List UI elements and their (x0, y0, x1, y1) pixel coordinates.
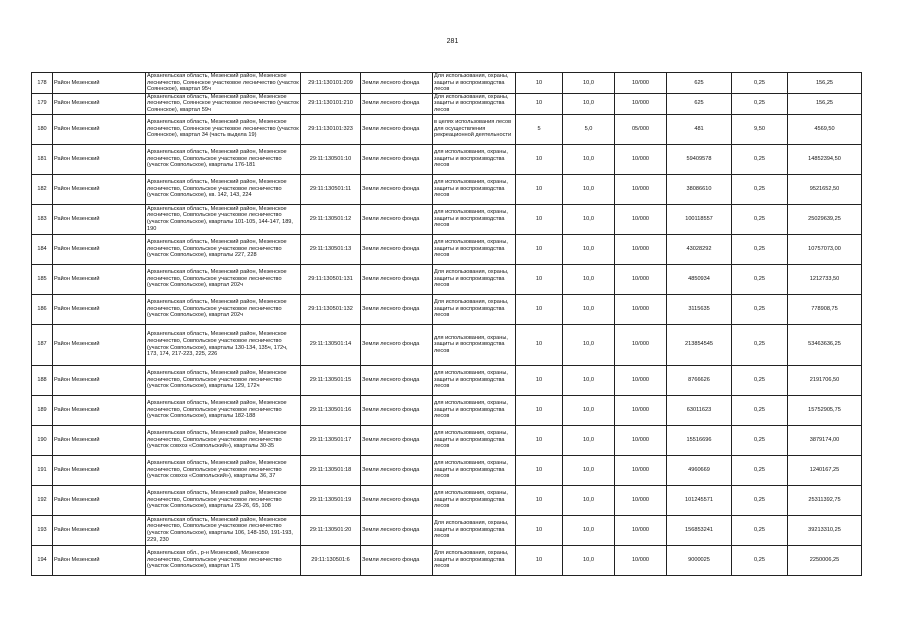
value-cell: 10/000 (615, 365, 667, 395)
area-cell: 100118557 (667, 204, 732, 234)
row-number: 191 (32, 455, 53, 485)
district-cell: Район Мезенский (53, 144, 146, 174)
land-category-cell: Земли лесного фонда (361, 93, 433, 114)
sum-cell: 10757073,00 (788, 234, 862, 264)
rate-cell: 0,25 (732, 395, 788, 425)
value-cell: 10,0 (563, 144, 615, 174)
cadastral-number-cell: 29:11:130501:13 (301, 234, 361, 264)
value-cell: 10,0 (563, 264, 615, 294)
table-row (32, 395, 862, 425)
permitted-use-cell: Для использования, охраны, защиты и воспроизводства лесов (433, 264, 516, 294)
rate-cell: 0,25 (732, 365, 788, 395)
table-row (32, 204, 862, 234)
table-row (32, 485, 862, 515)
value-cell: 10,0 (563, 234, 615, 264)
table-row (32, 93, 862, 114)
sum-cell: 53463636,25 (788, 324, 862, 365)
sum-cell: 3879174,00 (788, 425, 862, 455)
value-cell: 10/000 (615, 174, 667, 204)
district-cell: Район Мезенский (53, 485, 146, 515)
rate-cell: 0,25 (732, 234, 788, 264)
address-cell: Архангельская область, Мезенский район, Мезенское лесничество, Совпольское участковое лесничество (участок Совпольское), кв. 142, 143, 224 (146, 174, 301, 204)
sum-cell: 156,25 (788, 73, 862, 94)
district-cell: Район Мезенский (53, 425, 146, 455)
sum-cell: 39213310,25 (788, 515, 862, 545)
address-cell: Архангельская область, Мезенский район, Мезенское лесничество, Совпольское участковое лесничество (участок Совпольское), кварталы 23-26, 65, 108 (146, 485, 301, 515)
area-cell: 625 (667, 73, 732, 94)
sum-cell: 2191706,50 (788, 365, 862, 395)
land-category-cell: Земли лесного фонда (361, 324, 433, 365)
area-cell: 3115635 (667, 294, 732, 324)
land-category-cell: Земли лесного фонда (361, 365, 433, 395)
value-cell: 10 (516, 174, 563, 204)
area-cell: 481 (667, 114, 732, 144)
address-cell: Архангельская область, Мезенский район, Мезенское лесничество, Совпольское участковое лесничество (участок Совпольское), кварталы 182-188 (146, 395, 301, 425)
row-number: 192 (32, 485, 53, 515)
permitted-use-cell: Для использования, охраны, защиты и воспроизводства лесов (433, 93, 516, 114)
value-cell: 10,0 (563, 73, 615, 94)
cadastral-number-cell: 29:11:130101:209 (301, 73, 361, 94)
cadastral-number-cell: 29:11:130501:20 (301, 515, 361, 545)
table-row (32, 515, 862, 545)
sum-cell: 156,25 (788, 93, 862, 114)
area-cell: 9000025 (667, 545, 732, 575)
page-number: 281 (446, 38, 459, 45)
row-number: 179 (32, 93, 53, 114)
area-cell: 625 (667, 93, 732, 114)
row-number: 190 (32, 425, 53, 455)
district-cell: Район Мезенский (53, 395, 146, 425)
rate-cell: 0,25 (732, 425, 788, 455)
district-cell: Район Мезенский (53, 515, 146, 545)
value-cell: 10,0 (563, 324, 615, 365)
permitted-use-cell: в целях использования лесов для осуществления рекреационной деятельности (433, 114, 516, 144)
district-cell: Район Мезенский (53, 73, 146, 94)
row-number: 193 (32, 515, 53, 545)
value-cell: 10,0 (563, 515, 615, 545)
table-row (32, 455, 862, 485)
value-cell: 10/000 (615, 264, 667, 294)
value-cell: 10,0 (563, 93, 615, 114)
table-row (32, 73, 862, 94)
land-category-cell: Земли лесного фонда (361, 264, 433, 294)
land-register-table (31, 72, 862, 576)
address-cell: Архангельская область, Мезенский район, Мезенское лесничество, Совпольское участковое лесничество (участок совхоз «Совпольский»), кварталы 36, 37 (146, 455, 301, 485)
value-cell: 10 (516, 324, 563, 365)
address-cell: Архангельская область, Мезенский район, Мезенское лесничество, Совпольское участковое лесничество (участок Совпольское), кварталы 101-105, 144-147, 189, 190 (146, 204, 301, 234)
row-number: 180 (32, 114, 53, 144)
address-cell: Архангельская обл., р-н Мезенский, Мезенское лесничество, Совпольское участковое лесничество (участок Совпольское), квартал 175 (146, 545, 301, 575)
sum-cell: 9521652,50 (788, 174, 862, 204)
land-category-cell: Земли лесного фонда (361, 174, 433, 204)
permitted-use-cell: для использования, охраны, защиты и воспроизводства лесов (433, 234, 516, 264)
row-number: 182 (32, 174, 53, 204)
district-cell: Район Мезенский (53, 93, 146, 114)
cadastral-number-cell: 29:11:130501:10 (301, 144, 361, 174)
address-cell: Архангельская область, Мезенский район, Мезенское лесничество, Совпольское участковое лесничество (участок Совпольское), кварталы 176-181 (146, 144, 301, 174)
cadastral-number-cell: 29:11:130501:11 (301, 174, 361, 204)
sum-cell: 25311392,75 (788, 485, 862, 515)
district-cell: Район Мезенский (53, 114, 146, 144)
cadastral-number-cell: 29:11:130501:6 (301, 545, 361, 575)
value-cell: 10/000 (615, 485, 667, 515)
cadastral-number-cell: 29:11:130501:132 (301, 294, 361, 324)
district-cell: Район Мезенский (53, 455, 146, 485)
value-cell: 5,0 (563, 114, 615, 144)
value-cell: 10 (516, 73, 563, 94)
rate-cell: 0,25 (732, 73, 788, 94)
sum-cell: 25029639,25 (788, 204, 862, 234)
land-category-cell: Земли лесного фонда (361, 144, 433, 174)
area-cell: 38086610 (667, 174, 732, 204)
value-cell: 10/000 (615, 234, 667, 264)
cadastral-number-cell: 29:11:130501:18 (301, 455, 361, 485)
district-cell: Район Мезенский (53, 234, 146, 264)
value-cell: 10 (516, 515, 563, 545)
area-cell: 59409578 (667, 144, 732, 174)
value-cell: 10/000 (615, 425, 667, 455)
area-cell: 4850934 (667, 264, 732, 294)
value-cell: 10 (516, 234, 563, 264)
value-cell: 10,0 (563, 485, 615, 515)
address-cell: Архангельская область, Мезенский район, Мезенское лесничество, Совпольское участковое лесничество (участок Совпольское), кварталы 130-134, 135ч, 172ч, 173, 174, 217-223, 225, 226 (146, 324, 301, 365)
value-cell: 10 (516, 93, 563, 114)
district-cell: Район Мезенский (53, 174, 146, 204)
rate-cell: 0,25 (732, 144, 788, 174)
value-cell: 10/000 (615, 515, 667, 545)
land-category-cell: Земли лесного фонда (361, 73, 433, 94)
row-number: 188 (32, 365, 53, 395)
rate-cell: 0,25 (732, 204, 788, 234)
area-cell: 213854545 (667, 324, 732, 365)
area-cell: 43028292 (667, 234, 732, 264)
value-cell: 10,0 (563, 174, 615, 204)
area-cell: 8766626 (667, 365, 732, 395)
cadastral-number-cell: 29:11:130501:12 (301, 204, 361, 234)
sum-cell: 1212733,50 (788, 264, 862, 294)
district-cell: Район Мезенский (53, 204, 146, 234)
cadastral-number-cell: 29:11:130501:17 (301, 425, 361, 455)
row-number: 181 (32, 144, 53, 174)
land-category-cell: Земли лесного фонда (361, 455, 433, 485)
sum-cell: 14852394,50 (788, 144, 862, 174)
table-row (32, 324, 862, 365)
table-row (32, 114, 862, 144)
rate-cell: 9,50 (732, 114, 788, 144)
value-cell: 5 (516, 114, 563, 144)
rate-cell: 0,25 (732, 324, 788, 365)
land-category-cell: Земли лесного фонда (361, 395, 433, 425)
table-row (32, 234, 862, 264)
land-category-cell: Земли лесного фонда (361, 114, 433, 144)
address-cell: Архангельская область, Мезенский район, Мезенское лесничество, Сояннское участковое лесничество (участок Сояннское), квартал 59ч (147, 93, 299, 113)
value-cell: 10 (516, 485, 563, 515)
address-cell: Архангельская область, Мезенский район, Мезенское лесничество, Совпольское участковое лесничество (участок Совпольское), кварталы 227, 228 (146, 234, 301, 264)
value-cell: 10 (516, 425, 563, 455)
value-cell: 10,0 (563, 545, 615, 575)
cadastral-number-cell: 29:11:130101:323 (301, 114, 361, 144)
area-cell: 156853241 (667, 515, 732, 545)
value-cell: 10 (516, 294, 563, 324)
land-category-cell: Земли лесного фонда (361, 425, 433, 455)
cadastral-number-cell: 29:11:130101:210 (301, 93, 361, 114)
address-cell: Архангельская область, Мезенский район, Мезенское лесничество, Совпольское участковое лесничество (участок Совпольское), кварталы 129, 172ч (146, 365, 301, 395)
table-row (32, 425, 862, 455)
cadastral-number-cell: 29:11:130501:14 (301, 324, 361, 365)
cadastral-number-cell: 29:11:130501:19 (301, 485, 361, 515)
permitted-use-cell: Для использования, охраны, защиты и воспроизводства лесов (433, 545, 516, 575)
permitted-use-cell: Для использования, охраны, защиты и воспроизводства лесов (433, 73, 516, 94)
value-cell: 10/000 (615, 324, 667, 365)
rate-cell: 0,25 (732, 93, 788, 114)
rate-cell: 0,25 (732, 515, 788, 545)
value-cell: 10/000 (615, 294, 667, 324)
address-cell: Архангельская область, Мезенский район, Мезенское лесничество, Совпольское участковое лесничество (участок Совпольское), квартал 202ч (146, 294, 301, 324)
value-cell: 10,0 (563, 204, 615, 234)
sum-cell: 778908,75 (788, 294, 862, 324)
row-number: 185 (32, 264, 53, 294)
permitted-use-cell: для использования, охраны, защиты и воспроизводства лесов (433, 485, 516, 515)
value-cell: 10,0 (563, 365, 615, 395)
rate-cell: 0,25 (732, 294, 788, 324)
district-cell: Район Мезенский (53, 294, 146, 324)
value-cell: 10,0 (563, 395, 615, 425)
area-cell: 63011623 (667, 395, 732, 425)
area-cell: 15516696 (667, 425, 732, 455)
value-cell: 10,0 (563, 425, 615, 455)
value-cell: 10 (516, 395, 563, 425)
sum-cell: 15752905,75 (788, 395, 862, 425)
sum-cell: 4569,50 (788, 114, 862, 144)
permitted-use-cell: для использования, охраны, защиты и воспроизводства лесов (433, 455, 516, 485)
permitted-use-cell: для использования, охраны, защиты и воспроизводства лесов (433, 144, 516, 174)
table-row (32, 545, 862, 575)
value-cell: 10,0 (563, 294, 615, 324)
row-number: 184 (32, 234, 53, 264)
land-category-cell: Земли лесного фонда (361, 545, 433, 575)
value-cell: 10 (516, 144, 563, 174)
table-row (32, 365, 862, 395)
value-cell: 10/000 (615, 545, 667, 575)
value-cell: 10 (516, 204, 563, 234)
permitted-use-cell: для использования, охраны, защиты и воспроизводства лесов (433, 324, 516, 365)
area-cell: 101245571 (667, 485, 732, 515)
area-cell: 4960669 (667, 455, 732, 485)
cadastral-number-cell: 29:11:130501:16 (301, 395, 361, 425)
value-cell: 10/000 (615, 395, 667, 425)
value-cell: 10/000 (615, 93, 667, 114)
value-cell: 10,0 (563, 455, 615, 485)
table-row (32, 294, 862, 324)
permitted-use-cell: для использования, охраны, защиты и воспроизводства лесов (433, 174, 516, 204)
value-cell: 10/000 (615, 455, 667, 485)
row-number: 194 (32, 545, 53, 575)
land-category-cell: Земли лесного фонда (361, 294, 433, 324)
permitted-use-cell: для использования, охраны, защиты и воспроизводства лесов (433, 425, 516, 455)
permitted-use-cell: Для использования, охраны, защиты и воспроизводства лесов (433, 515, 516, 545)
table-row (32, 144, 862, 174)
value-cell: 10/000 (615, 204, 667, 234)
permitted-use-cell: для использования, охраны, защиты и воспроизводства лесов (433, 395, 516, 425)
row-number: 183 (32, 204, 53, 234)
table-row (32, 264, 862, 294)
rate-cell: 0,25 (732, 264, 788, 294)
district-cell: Район Мезенский (53, 545, 146, 575)
land-category-cell: Земли лесного фонда (361, 234, 433, 264)
sum-cell: 1240167,25 (788, 455, 862, 485)
cadastral-number-cell: 29:11:130501:15 (301, 365, 361, 395)
district-cell: Район Мезенский (53, 324, 146, 365)
permitted-use-cell: Для использования, охраны, защиты и воспроизводства лесов (433, 294, 516, 324)
rate-cell: 0,25 (732, 174, 788, 204)
land-category-cell: Земли лесного фонда (361, 485, 433, 515)
value-cell: 10 (516, 455, 563, 485)
district-cell: Район Мезенский (53, 365, 146, 395)
cadastral-number-cell: 29:11:130501:131 (301, 264, 361, 294)
row-number: 189 (32, 395, 53, 425)
sum-cell: 2250006,25 (788, 545, 862, 575)
value-cell: 10/000 (615, 144, 667, 174)
table-row (32, 174, 862, 204)
address-cell: Архангельская область, Мезенский район, Мезенское лесничество, Совпольское участковое лесничество (участок Совпольское), квартал 202ч (146, 264, 301, 294)
value-cell: 05/000 (615, 114, 667, 144)
land-category-cell: Земли лесного фонда (361, 204, 433, 234)
rate-cell: 0,25 (732, 485, 788, 515)
address-cell: Архангельская область, Мезенский район, Мезенское лесничество, Совпольское участковое лесничество (участок совхоз «Совпольский»), кварталы 30-35 (146, 425, 301, 455)
value-cell: 10 (516, 365, 563, 395)
value-cell: 10/000 (615, 73, 667, 94)
rate-cell: 0,25 (732, 455, 788, 485)
address-cell: Архангельская область, Мезенский район, Мезенское лесничество, Сояннское участковое лесничество (участок Сояннское), квартал 95ч (147, 73, 299, 93)
row-number: 178 (32, 73, 53, 94)
value-cell: 10 (516, 264, 563, 294)
address-cell: Архангельская область, Мезенский район, Мезенское лесничество, Совпольское участковое лесничество (участок Совпольское), кварталы 106, 148-150, 191-193, 229, 230 (146, 515, 301, 545)
permitted-use-cell: для использования, охраны, защиты и воспроизводства лесов (433, 365, 516, 395)
address-cell: Архангельская область, Мезенский район, Мезенское лесничество, Сояннское участковое лесничество (участок Сояннское), квартал 34 (часть выдела 19) (146, 114, 301, 144)
value-cell: 10 (516, 545, 563, 575)
permitted-use-cell: для использования, охраны, защиты и воспроизводства лесов (433, 204, 516, 234)
land-category-cell: Земли лесного фонда (361, 515, 433, 545)
rate-cell: 0,25 (732, 545, 788, 575)
row-number: 186 (32, 294, 53, 324)
row-number: 187 (32, 324, 53, 365)
district-cell: Район Мезенский (53, 264, 146, 294)
